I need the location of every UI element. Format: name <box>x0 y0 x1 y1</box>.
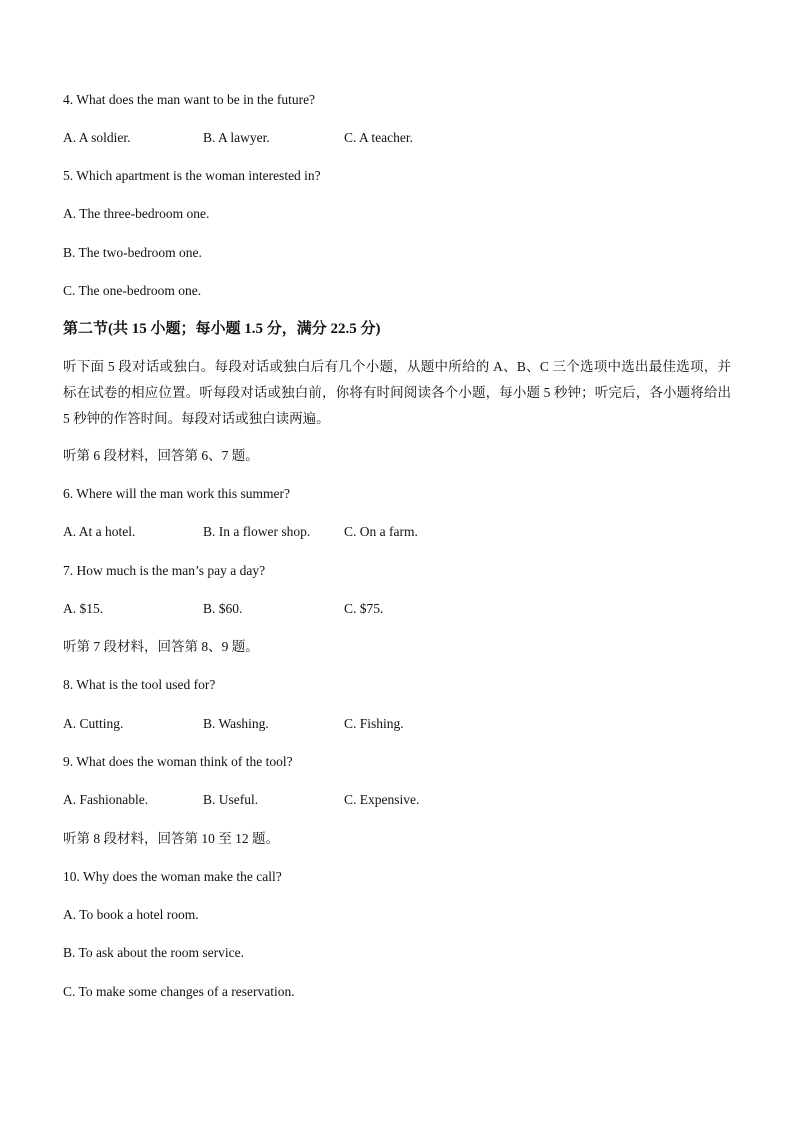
question-7-option-c: C. $75. <box>344 601 384 616</box>
question-8-option-c: C. Fishing. <box>344 716 404 731</box>
question-9-option-b: B. Useful. <box>203 792 259 807</box>
question-10-option-b: B. To ask about the room service. <box>63 945 245 960</box>
question-5-option-c: C. The one-bedroom one. <box>63 283 202 298</box>
section-2-instructions: 听下面 5 段对话或独白。每段对话或独白后有几个小题，从题中所给的 A、B、C 三个选项中选出最佳选项，并标在试卷的相应位置。听每段对话或独白前，你将有时间阅读各个小题，每小题 5 秒钟；听完后，各小题将给出 5 秒钟的作答时间。每段对话或独白读两遍。 <box>63 359 731 426</box>
question-10-option-a: A. To book a hotel room. <box>63 907 199 922</box>
question-5-stem: 5. Which apartment is the woman interested in? <box>63 168 321 183</box>
question-6-option-c: C. On a farm. <box>344 524 418 539</box>
question-8-stem: 8. What is the tool used for? <box>63 677 216 692</box>
question-6-option-a: A. At a hotel. <box>63 524 136 539</box>
question-7-option-a: A. $15. <box>63 601 104 616</box>
question-8-option-b: B. Washing. <box>203 716 269 731</box>
question-4-stem: 4. What does the man want to be in the future? <box>63 92 316 107</box>
question-9-stem: 9. What does the woman think of the tool? <box>63 754 293 769</box>
question-4-option-b: B. A lawyer. <box>203 130 270 145</box>
question-6-option-b: B. In a flower shop. <box>203 524 311 539</box>
question-5-option-b: B. The two-bedroom one. <box>63 245 202 260</box>
question-10-stem: 10. Why does the woman make the call? <box>63 869 282 884</box>
material-6-label: 听第 6 段材料，回答第 6、7 题。 <box>63 448 259 463</box>
question-8-option-a: A. Cutting. <box>63 716 124 731</box>
question-10-option-c: C. To make some changes of a reservation. <box>63 984 295 999</box>
question-9-option-c: C. Expensive. <box>344 792 420 807</box>
question-5-option-a: A. The three-bedroom one. <box>63 206 210 221</box>
question-9-option-a: A. Fashionable. <box>63 792 149 807</box>
question-4-option-c: C. A teacher. <box>344 130 413 145</box>
question-7-option-b: B. $60. <box>203 601 243 616</box>
question-4-option-a: A. A soldier. <box>63 130 131 145</box>
material-7-label: 听第 7 段材料，回答第 8、9 题。 <box>63 639 259 654</box>
question-6-stem: 6. Where will the man work this summer? <box>63 486 290 501</box>
question-7-stem: 7. How much is the man’s pay a day? <box>63 563 266 578</box>
section-2-heading: 第二节(共 15 小题；每小题 1.5 分，满分 22.5 分) <box>63 321 381 337</box>
material-8-label: 听第 8 段材料，回答第 10 至 12 题。 <box>63 831 279 846</box>
